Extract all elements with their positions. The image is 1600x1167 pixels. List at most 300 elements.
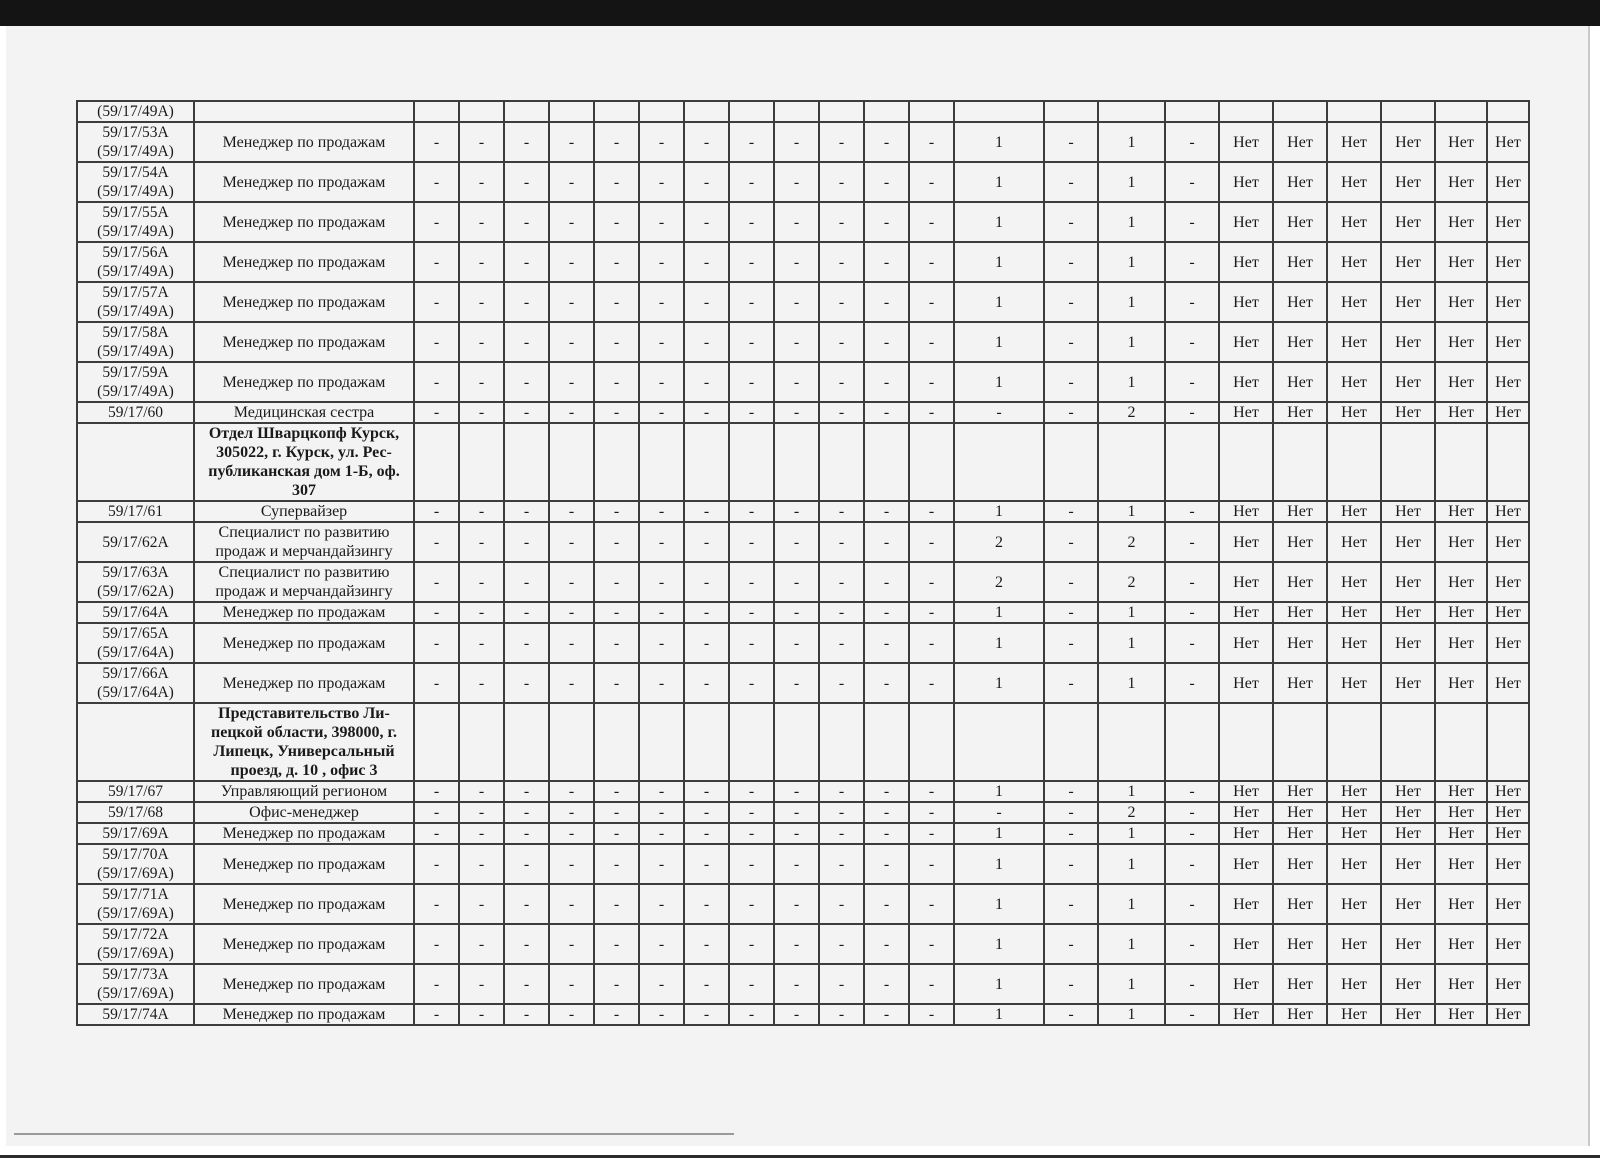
flag-cell: Нет (1435, 202, 1487, 242)
factor-cell: - (459, 362, 504, 402)
factor-cell (864, 101, 909, 122)
factor-cell: - (954, 402, 1044, 423)
flag-cell: Нет (1219, 162, 1273, 202)
flag-cell: Нет (1487, 1004, 1529, 1025)
factor-cell: - (594, 964, 639, 1004)
factor-cell: - (909, 884, 954, 924)
factor-cell: - (864, 964, 909, 1004)
factor-cell (1165, 423, 1219, 501)
factor-cell: - (819, 1004, 864, 1025)
flag-cell: Нет (1435, 522, 1487, 562)
factor-cell (819, 703, 864, 781)
workplace-code-line: 59/17/62A (102, 533, 169, 551)
factor-cell: - (909, 663, 954, 703)
flag-cell: Нет (1487, 964, 1529, 1004)
workplace-code-cell (77, 844, 194, 884)
flag-cell: Нет (1327, 242, 1381, 282)
factor-cell (684, 703, 729, 781)
factor-cell: 2 (954, 562, 1044, 602)
flag-cell: Нет (1219, 242, 1273, 282)
flag-cell: Нет (1273, 823, 1327, 844)
factor-cell: - (504, 282, 549, 322)
factor-cell: - (909, 122, 954, 162)
flag-cell: Нет (1273, 282, 1327, 322)
flag-cell: Нет (1435, 823, 1487, 844)
flag-cell: Нет (1273, 402, 1327, 423)
workplace-code-line: 59/17/59A (102, 364, 169, 381)
flag-cell: Нет (1487, 623, 1529, 663)
factor-cell: - (774, 781, 819, 802)
factor-cell: 1 (954, 242, 1044, 282)
factor-cell: - (414, 823, 459, 844)
factor-cell: - (594, 362, 639, 402)
factor-cell: - (459, 162, 504, 202)
factor-cell: - (459, 602, 504, 623)
factor-cell: - (909, 844, 954, 884)
workplace-code-cell (77, 322, 194, 362)
flag-cell: Нет (1327, 501, 1381, 522)
flag-cell: Нет (1273, 242, 1327, 282)
factor-cell: - (909, 602, 954, 623)
factor-cell: 1 (1098, 282, 1165, 322)
factor-cell: - (639, 1004, 684, 1025)
position-title-cell: Менеджер по продажам (194, 242, 414, 282)
factor-cell: - (909, 964, 954, 1004)
factor-cell: - (684, 964, 729, 1004)
factor-cell: - (819, 322, 864, 362)
flag-cell (1435, 423, 1487, 501)
scanner-top-band (0, 0, 1600, 26)
workplace-code-line: 59/17/74A (102, 1006, 169, 1023)
position-title-cell: Менеджер по продажам (194, 663, 414, 703)
flag-cell: Нет (1435, 924, 1487, 964)
factor-cell: - (684, 122, 729, 162)
factor-cell: - (639, 501, 684, 522)
factor-cell: - (729, 282, 774, 322)
factor-cell: - (459, 242, 504, 282)
factor-cell (729, 101, 774, 122)
factor-cell: - (864, 242, 909, 282)
position-title-cell: Менеджер по продажам (194, 823, 414, 844)
flag-cell: Нет (1435, 501, 1487, 522)
flag-cell: Нет (1381, 402, 1435, 423)
workplace-code-line: 59/17/64A (102, 604, 169, 621)
factor-cell: - (549, 501, 594, 522)
factor-cell: - (729, 623, 774, 663)
factor-cell (909, 703, 954, 781)
flag-cell: Нет (1219, 122, 1273, 162)
factor-cell: - (774, 282, 819, 322)
factor-cell: - (1044, 162, 1098, 202)
factor-cell: 1 (1098, 964, 1165, 1004)
flag-cell (1273, 101, 1327, 122)
factor-cell: - (504, 242, 549, 282)
factor-cell: - (504, 1004, 549, 1025)
flag-cell: Нет (1327, 562, 1381, 602)
flag-cell: Нет (1435, 282, 1487, 322)
factor-cell: - (594, 322, 639, 362)
factor-cell: - (1165, 362, 1219, 402)
factor-cell: - (549, 322, 594, 362)
factor-cell: 1 (1098, 362, 1165, 402)
factor-cell: - (1044, 924, 1098, 964)
workplace-code-line: 59/17/56A (102, 244, 169, 261)
flag-cell: Нет (1381, 964, 1435, 1004)
flag-cell: Нет (1273, 844, 1327, 884)
workplace-code-line: (59/17/49A) (97, 383, 174, 400)
factor-cell: - (729, 1004, 774, 1025)
workplace-code-line: 59/17/57A (102, 284, 169, 301)
factor-cell: - (414, 964, 459, 1004)
table-row (77, 562, 1529, 602)
factor-cell: - (729, 122, 774, 162)
factor-cell: - (549, 562, 594, 602)
factor-cell: - (909, 924, 954, 964)
factor-cell: - (909, 202, 954, 242)
table-row (77, 282, 1529, 322)
factor-cell (954, 101, 1044, 122)
section-header-row (77, 423, 1529, 501)
factor-cell: - (729, 602, 774, 623)
flag-cell: Нет (1435, 122, 1487, 162)
factor-cell: 1 (954, 924, 1044, 964)
factor-cell: - (774, 964, 819, 1004)
factor-cell: - (909, 282, 954, 322)
flag-cell: Нет (1381, 282, 1435, 322)
flag-cell: Нет (1487, 522, 1529, 562)
section-title-cell: Представительство Ли-пецкой области, 398000, г. Липецк, Универсальный проезд, д. 10 , офис 3 (194, 703, 414, 781)
factor-cell: - (1165, 122, 1219, 162)
factor-cell: - (414, 802, 459, 823)
position-title-cell: Менеджер по продажам (194, 1004, 414, 1025)
factor-cell: - (729, 402, 774, 423)
factor-cell: - (774, 623, 819, 663)
factor-cell: - (729, 924, 774, 964)
flag-cell: Нет (1487, 162, 1529, 202)
factor-cell: - (684, 562, 729, 602)
workplace-code-line: (59/17/49A) (97, 263, 174, 280)
factor-cell: - (774, 844, 819, 884)
factor-cell: - (414, 844, 459, 884)
flag-cell (1381, 101, 1435, 122)
factor-cell: - (504, 844, 549, 884)
workplace-code-cell (77, 964, 194, 1004)
factor-cell (1044, 703, 1098, 781)
factor-cell: - (549, 844, 594, 884)
factor-cell: - (594, 844, 639, 884)
factor-cell: - (459, 202, 504, 242)
factor-cell: - (639, 924, 684, 964)
factor-cell: - (684, 924, 729, 964)
factor-cell (459, 703, 504, 781)
factor-cell: - (504, 781, 549, 802)
flag-cell: Нет (1487, 402, 1529, 423)
flag-cell: Нет (1435, 802, 1487, 823)
flag-cell: Нет (1487, 884, 1529, 924)
factor-cell: - (1165, 282, 1219, 322)
flag-cell: Нет (1435, 964, 1487, 1004)
factor-cell: - (459, 322, 504, 362)
flag-cell: Нет (1327, 602, 1381, 623)
flag-cell: Нет (1487, 322, 1529, 362)
factor-cell: - (594, 802, 639, 823)
workplace-code-line: 59/17/72A (102, 926, 169, 943)
flag-cell: Нет (1381, 522, 1435, 562)
factor-cell: - (549, 362, 594, 402)
factor-cell: - (414, 162, 459, 202)
factor-cell: - (1044, 1004, 1098, 1025)
factor-cell: 2 (1098, 802, 1165, 823)
workplace-code-cell (77, 602, 194, 623)
factor-cell: - (549, 802, 594, 823)
factor-cell: - (909, 802, 954, 823)
factor-cell: - (1165, 562, 1219, 602)
workplace-code-cell (77, 884, 194, 924)
factor-cell: 1 (1098, 1004, 1165, 1025)
position-title-cell: Менеджер по продажам (194, 924, 414, 964)
workplace-code-cell (77, 101, 194, 122)
factor-cell: - (774, 402, 819, 423)
factor-cell: - (684, 623, 729, 663)
factor-cell (594, 703, 639, 781)
flag-cell: Нет (1435, 663, 1487, 703)
factor-cell: - (864, 562, 909, 602)
factor-cell: - (819, 602, 864, 623)
factor-cell: - (459, 964, 504, 1004)
flag-cell: Нет (1381, 162, 1435, 202)
factor-cell (459, 423, 504, 501)
workplace-code-cell (77, 924, 194, 964)
factor-cell: - (1165, 162, 1219, 202)
scanner-bottom-edge (0, 1155, 1600, 1158)
flag-cell: Нет (1219, 402, 1273, 423)
factor-cell: - (774, 501, 819, 522)
factor-cell: - (819, 623, 864, 663)
workplace-code-cell (77, 802, 194, 823)
factor-cell: - (549, 162, 594, 202)
workplace-code-line: (59/17/69A) (97, 985, 174, 1002)
flag-cell: Нет (1435, 562, 1487, 602)
factor-cell (1165, 703, 1219, 781)
factor-cell: - (414, 924, 459, 964)
factor-cell: - (729, 322, 774, 362)
workplace-code-line: (59/17/49A) (97, 343, 174, 360)
flag-cell: Нет (1327, 823, 1381, 844)
flag-cell: Нет (1273, 602, 1327, 623)
factor-cell: - (774, 884, 819, 924)
section-title-cell: Отдел Шварцкопф Курск, 305022, г. Курск, ул. Рес-публиканская дом 1-Б, оф. 307 (194, 423, 414, 501)
factor-cell: - (414, 242, 459, 282)
factor-cell: - (594, 122, 639, 162)
factor-cell: - (639, 884, 684, 924)
factor-cell: - (909, 522, 954, 562)
factor-cell (729, 703, 774, 781)
workplace-code-line: 59/17/54A (102, 164, 169, 181)
factor-cell: - (549, 924, 594, 964)
factor-cell: - (504, 522, 549, 562)
factor-cell: - (639, 322, 684, 362)
factor-cell (639, 101, 684, 122)
factor-cell: - (864, 823, 909, 844)
workplace-code-line: 59/17/70A (102, 846, 169, 863)
factor-cell: 1 (954, 602, 1044, 623)
factor-cell: 1 (954, 823, 1044, 844)
workplace-code-line: (59/17/69A) (97, 945, 174, 962)
factor-cell: - (774, 924, 819, 964)
workplace-code-line: (59/17/62A) (97, 583, 174, 600)
table-row (77, 501, 1529, 522)
flag-cell: Нет (1435, 362, 1487, 402)
factor-cell: - (504, 802, 549, 823)
flag-cell: Нет (1219, 501, 1273, 522)
factor-cell: - (549, 602, 594, 623)
factor-cell: - (864, 322, 909, 362)
flag-cell: Нет (1381, 1004, 1435, 1025)
factor-cell: 1 (1098, 162, 1165, 202)
factor-cell: - (774, 823, 819, 844)
factor-cell: - (864, 362, 909, 402)
factor-cell: - (684, 884, 729, 924)
flag-cell: Нет (1273, 562, 1327, 602)
flag-cell: Нет (1273, 522, 1327, 562)
flag-cell: Нет (1273, 362, 1327, 402)
factor-cell: - (864, 802, 909, 823)
factor-cell: 1 (1098, 202, 1165, 242)
factor-cell: - (684, 402, 729, 423)
workplace-code-cell (77, 423, 194, 501)
factor-cell: - (729, 501, 774, 522)
factor-cell: 1 (954, 781, 1044, 802)
flag-cell: Нет (1381, 122, 1435, 162)
factor-cell: - (729, 884, 774, 924)
workplace-code-line: (59/17/49A) (97, 103, 174, 120)
factor-cell: - (864, 402, 909, 423)
factor-cell: - (549, 884, 594, 924)
factor-cell: 2 (1098, 522, 1165, 562)
flag-cell: Нет (1273, 501, 1327, 522)
factor-cell: - (684, 522, 729, 562)
position-title-cell: Управляющий регионом (194, 781, 414, 802)
factor-cell: - (1044, 122, 1098, 162)
flag-cell: Нет (1381, 202, 1435, 242)
factor-cell: - (549, 823, 594, 844)
flag-cell (1273, 423, 1327, 501)
flag-cell: Нет (1327, 623, 1381, 663)
flag-cell: Нет (1487, 202, 1529, 242)
factor-cell: - (729, 362, 774, 402)
factor-cell: - (909, 781, 954, 802)
factor-cell: - (549, 202, 594, 242)
table-row (77, 844, 1529, 884)
factor-cell: - (1044, 362, 1098, 402)
factor-cell: - (909, 823, 954, 844)
workplace-code-cell (77, 202, 194, 242)
factor-cell: - (414, 402, 459, 423)
factor-cell (819, 423, 864, 501)
flag-cell: Нет (1273, 663, 1327, 703)
factor-cell: - (414, 884, 459, 924)
factor-cell: - (1165, 663, 1219, 703)
factor-cell: - (639, 663, 684, 703)
factor-cell (549, 423, 594, 501)
factor-cell: - (459, 663, 504, 703)
factor-cell: - (1044, 562, 1098, 602)
flag-cell: Нет (1219, 522, 1273, 562)
factor-cell: - (864, 202, 909, 242)
factor-cell: 1 (1098, 663, 1165, 703)
workplace-code-line: 59/17/58A (102, 324, 169, 341)
flag-cell: Нет (1219, 781, 1273, 802)
factor-cell: 1 (1098, 602, 1165, 623)
factor-cell: - (459, 781, 504, 802)
factor-cell: 1 (1098, 781, 1165, 802)
factor-cell (819, 101, 864, 122)
factor-cell (954, 703, 1044, 781)
factor-cell: - (639, 282, 684, 322)
factor-cell: - (414, 362, 459, 402)
factor-cell: - (909, 501, 954, 522)
factor-cell: 2 (1098, 402, 1165, 423)
flag-cell: Нет (1273, 924, 1327, 964)
factor-cell: - (1044, 623, 1098, 663)
factor-cell: - (1044, 522, 1098, 562)
flag-cell: Нет (1381, 823, 1435, 844)
workplace-code-line: 59/17/71A (102, 886, 169, 903)
factor-cell: - (684, 1004, 729, 1025)
factor-cell: - (1044, 884, 1098, 924)
factor-cell: - (729, 562, 774, 602)
factor-cell: - (684, 781, 729, 802)
factor-cell: - (819, 562, 864, 602)
flag-cell: Нет (1273, 322, 1327, 362)
factor-cell: - (819, 781, 864, 802)
factor-cell: - (819, 202, 864, 242)
factor-cell: - (459, 823, 504, 844)
factor-cell: - (594, 884, 639, 924)
factor-cell: 1 (954, 623, 1044, 663)
flag-cell (1487, 101, 1529, 122)
flag-cell: Нет (1219, 362, 1273, 402)
factor-cell: - (594, 823, 639, 844)
position-title-cell: Офис-менеджер (194, 802, 414, 823)
factor-cell (729, 423, 774, 501)
workplace-code-cell (77, 623, 194, 663)
factor-cell: - (639, 964, 684, 1004)
factor-cell: - (774, 322, 819, 362)
workplace-code-line: 59/17/66A (102, 665, 169, 682)
position-title-cell: Менеджер по продажам (194, 623, 414, 663)
workplace-code-line: (59/17/69A) (97, 865, 174, 882)
factor-cell: - (504, 663, 549, 703)
flag-cell: Нет (1487, 562, 1529, 602)
workplace-code-cell (77, 122, 194, 162)
flag-cell: Нет (1327, 844, 1381, 884)
flag-cell: Нет (1327, 802, 1381, 823)
factor-cell: - (414, 602, 459, 623)
flag-cell: Нет (1327, 964, 1381, 1004)
flag-cell: Нет (1327, 202, 1381, 242)
position-title-cell: Менеджер по продажам (194, 602, 414, 623)
factor-cell: 1 (954, 663, 1044, 703)
factor-cell: - (729, 663, 774, 703)
flag-cell: Нет (1487, 122, 1529, 162)
factor-cell: - (864, 924, 909, 964)
factor-cell: - (504, 162, 549, 202)
flag-cell: Нет (1381, 884, 1435, 924)
flag-cell: Нет (1219, 924, 1273, 964)
factor-cell: - (414, 1004, 459, 1025)
factor-cell: - (819, 884, 864, 924)
